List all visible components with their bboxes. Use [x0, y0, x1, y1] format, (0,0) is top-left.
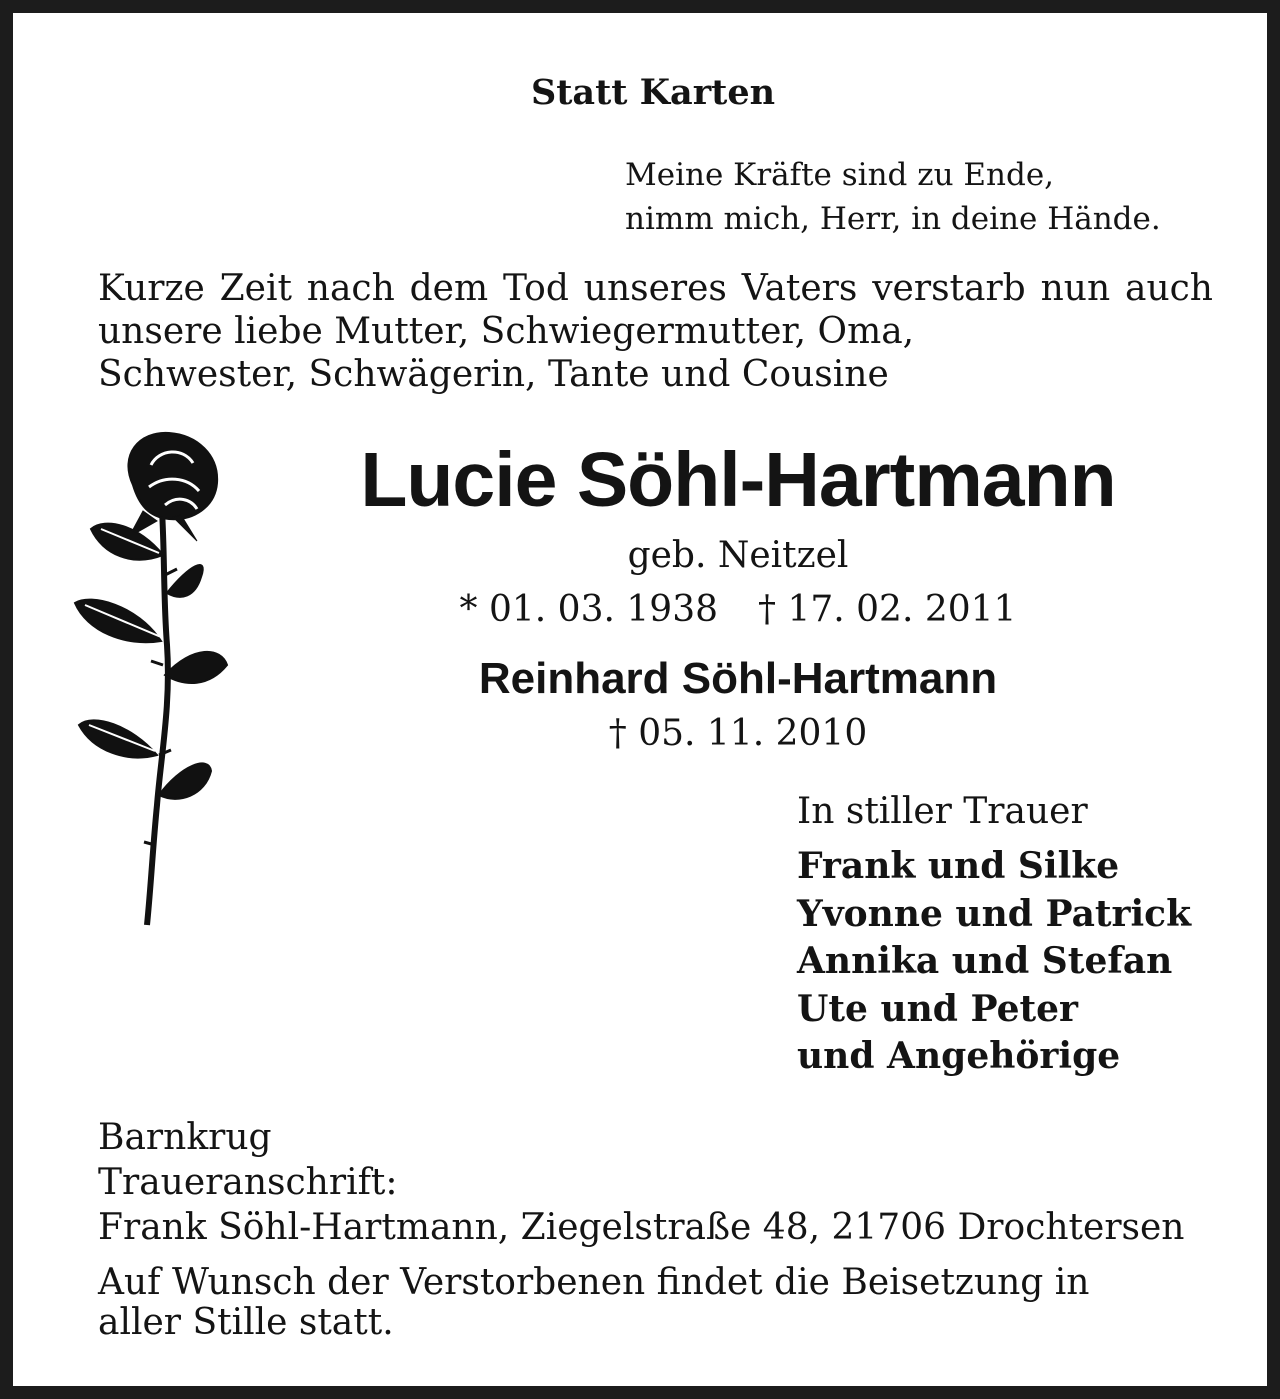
rose-icon [69, 425, 239, 930]
life-dates [263, 587, 1213, 633]
death-date: † 17. 02. 2011 [758, 589, 1017, 630]
closing-text [98, 1263, 1213, 1343]
mourning-address [98, 1115, 1185, 1250]
address-place: Barnkrug [98, 1117, 272, 1158]
mourner-name: Yvonne und Patrick [797, 892, 1192, 935]
mourner-name: Frank und Silke [797, 845, 1120, 887]
deceased-name: Lucie Söhl-Hartmann [360, 437, 1116, 523]
mourner-name: und Angehörige [797, 1035, 1121, 1077]
mourner-name: Annika und Stefan [797, 940, 1173, 982]
birth-date: * 01. 03. 1938 [459, 589, 718, 630]
intro-line: Schwester, Schwägerin, Tante und Cousine [98, 354, 889, 395]
intro-text [98, 267, 1213, 396]
closing-line: Auf Wunsch der Verstorbenen findet die Beisetzung in [98, 1262, 1090, 1303]
maiden-name: geb. Neitzel [627, 535, 849, 576]
notice-header: Statt Karten [530, 72, 776, 113]
mourner-name: Ute und Peter [797, 987, 1079, 1030]
husband-name: Reinhard Söhl-Hartmann [478, 654, 998, 703]
mourner-list [797, 843, 1191, 1081]
husband-death-date: † 05. 11. 2010 [608, 713, 868, 754]
intro-line: Kurze Zeit nach dem Tod unseres Vaters verstarb nun auch unsere liebe Mutter, Schwiegermutter, Oma, [98, 268, 1213, 352]
mourning-title: In stiller Trauer [797, 791, 1088, 832]
address-label: Traueranschrift: [98, 1162, 398, 1203]
verse [625, 153, 1161, 241]
verse-line: Meine Kräfte sind zu Ende, [625, 157, 1055, 193]
verse-line: nimm mich, Herr, in deine Hände. [625, 201, 1161, 237]
address-line: Frank Söhl-Hartmann, Ziegelstraße 48, 21706 Drochtersen [98, 1207, 1185, 1248]
closing-line: aller Stille statt. [98, 1302, 394, 1343]
